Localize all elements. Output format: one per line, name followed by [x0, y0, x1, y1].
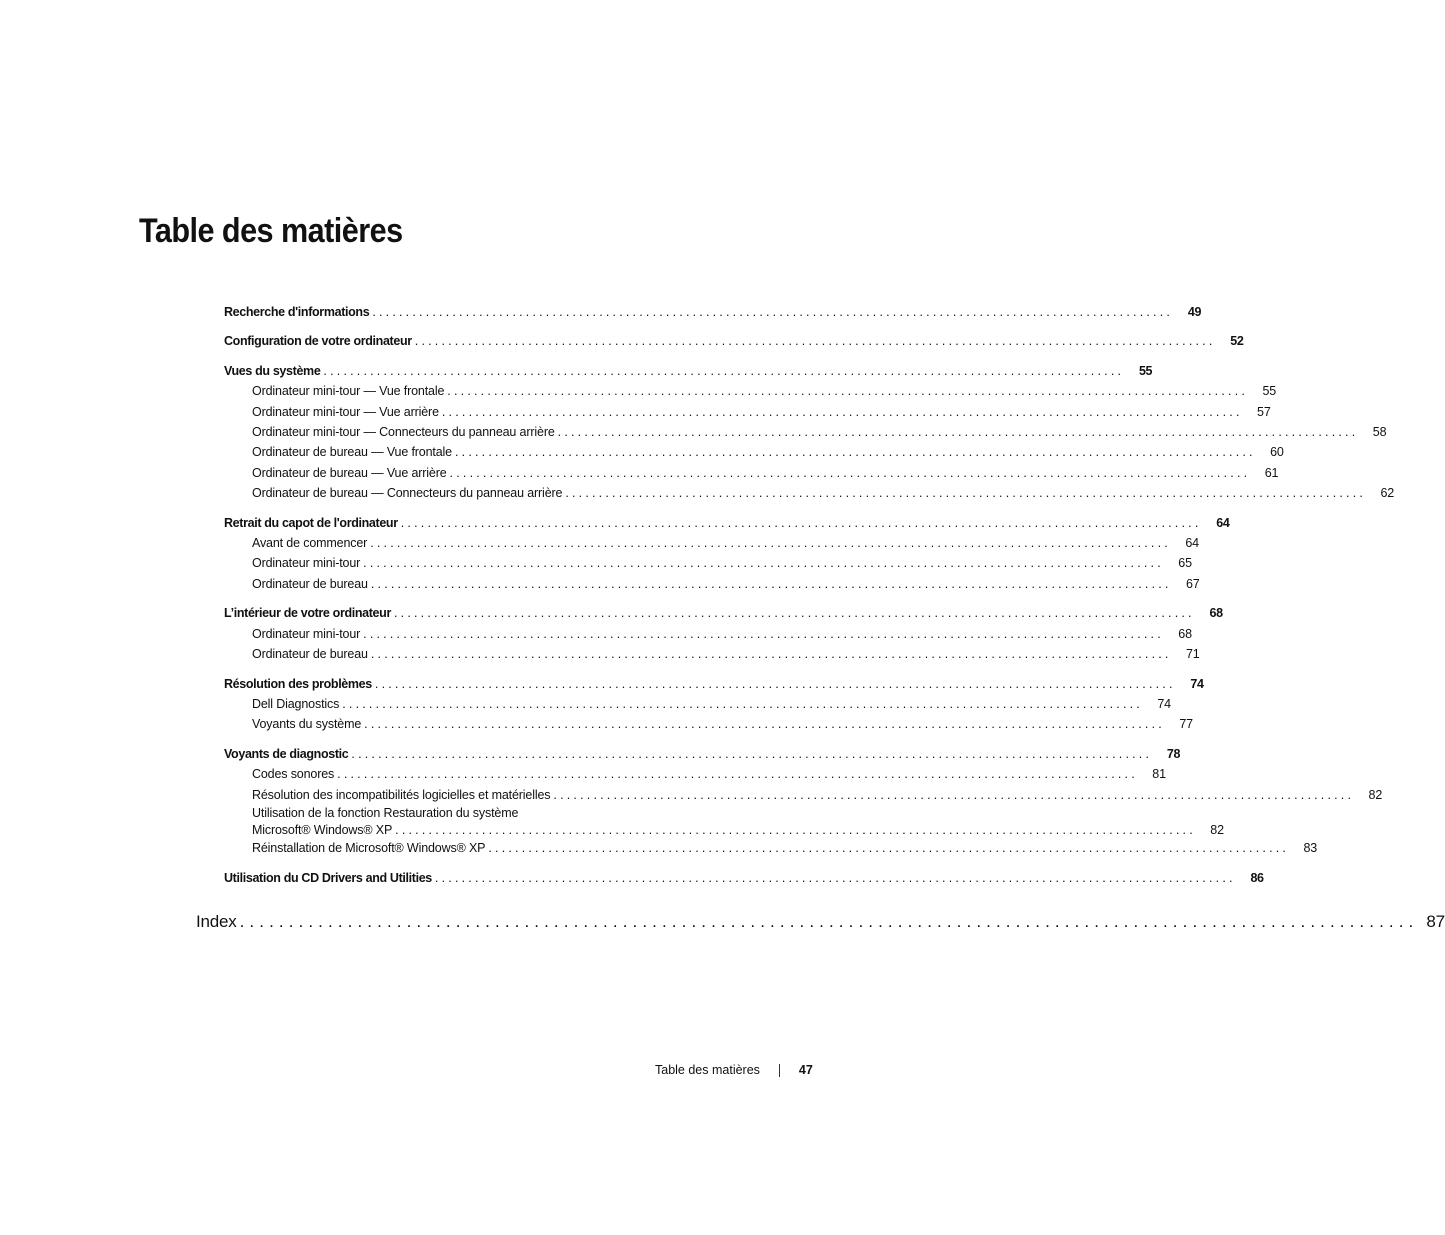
dot-leader: ........................................................................................................................ — [337, 767, 1138, 782]
page-title: Table des matières — [139, 212, 403, 250]
toc-entry[interactable] — [224, 744, 1181, 764]
dot-leader: ........................................................................................................................ — [372, 305, 1174, 319]
toc-entry-page: 83 — [1303, 841, 1318, 856]
toc-subentry[interactable] — [252, 785, 1383, 805]
toc-entry-page: 74 — [1157, 696, 1171, 711]
dot-leader: ........................................................................................................................ — [414, 334, 1216, 349]
table-of-contents — [196, 302, 1445, 934]
toc-entry-label: Dell Diagnostics — [252, 694, 342, 714]
toc-entry-label: Résolution des problèmes — [224, 674, 375, 694]
toc-entry-label: Ordinateur mini-tour — [252, 624, 363, 644]
toc-entry-label: Ordinateur de bureau — [252, 574, 371, 594]
toc-entry[interactable] — [224, 674, 1204, 694]
toc-subentry[interactable] — [252, 764, 1166, 784]
footer-section-title: Table des matières — [655, 1063, 760, 1077]
toc-entry-page: 77 — [1179, 717, 1193, 732]
dot-leader: ........................................................................................................................ — [363, 626, 1164, 641]
dot-leader: ........................................................................................................................ — [342, 696, 1143, 711]
dot-leader: ........................................................................................................................ — [395, 822, 1196, 837]
dot-leader: ........................................................................................................................ — [374, 676, 1176, 691]
toc-entry-page: 78 — [1166, 746, 1181, 761]
dot-leader: ........................................................................................................................ — [557, 425, 1359, 440]
toc-entry-page: 71 — [1185, 647, 1200, 662]
dot-leader: ........................................................................................................................ — [239, 911, 1419, 931]
dot-leader: ........................................................................................................................ — [447, 384, 1249, 399]
toc-entry-label: Ordinateur mini-tour — [252, 553, 363, 573]
toc-entry-page: 55 — [1262, 384, 1277, 399]
dot-leader: ........................................................................................................................ — [370, 536, 1171, 551]
toc-subentry[interactable] — [252, 381, 1277, 401]
toc-entry-page: 52 — [1230, 334, 1244, 349]
toc-entry-label: Ordinateur mini-tour — Vue arrière — [252, 402, 442, 422]
toc-entry[interactable] — [224, 603, 1223, 623]
toc-entry-label: Codes sonores — [252, 764, 337, 784]
dot-leader: ........................................................................................................................ — [454, 445, 1256, 460]
toc-entry-label: Retrait du capot de l'ordinateur — [224, 513, 401, 533]
toc-entry-label-line1: Utilisation de la fonction Restauration du système — [252, 805, 519, 820]
toc-entry-page: 74 — [1190, 676, 1204, 691]
dot-leader: ........................................................................................................................ — [370, 647, 1172, 662]
toc-subentry[interactable] — [252, 553, 1192, 573]
toc-entry[interactable] — [224, 302, 1202, 322]
toc-entry-label: Ordinateur de bureau — Vue frontale — [252, 442, 455, 462]
toc-entry-label: L’intérieur de votre ordinateur — [224, 603, 394, 623]
toc-subentry[interactable] — [252, 533, 1199, 553]
toc-entry-label: Ordinateur de bureau — [252, 644, 371, 664]
toc-index-entry[interactable] — [196, 910, 1445, 934]
dot-leader: ........................................................................................................................ — [553, 787, 1355, 802]
toc-entry-page: 86 — [1250, 870, 1264, 885]
toc-entry-page: 82 — [1210, 822, 1224, 837]
page-footer — [655, 1061, 813, 1079]
toc-subentry[interactable] — [252, 422, 1387, 442]
toc-entry-label: Utilisation du CD Drivers and Utilities — [224, 868, 435, 888]
toc-entry-label: Résolution des incompatibilités logicielles et matérielles — [252, 785, 553, 805]
index-page: 87 — [1426, 911, 1445, 931]
toc-subentry[interactable] — [252, 644, 1200, 664]
dot-leader: ........................................................................................................................ — [565, 486, 1367, 501]
toc-subentry[interactable] — [252, 714, 1193, 734]
toc-entry-page: 81 — [1152, 767, 1166, 782]
toc-entry[interactable] — [224, 361, 1153, 381]
toc-entry-label: Avant de commencer — [252, 533, 370, 553]
toc-entry-page: 67 — [1185, 576, 1200, 591]
toc-entry-label: Voyants du système — [252, 714, 364, 734]
dot-leader: ........................................................................................................................ — [351, 746, 1153, 761]
toc-subentry[interactable] — [252, 624, 1192, 644]
toc-entry[interactable] — [224, 331, 1244, 351]
toc-entry-page: 62 — [1380, 486, 1395, 501]
toc-entry-page: 68 — [1209, 606, 1223, 621]
toc-entry[interactable] — [224, 513, 1230, 533]
toc-entry-label: Ordinateur mini-tour — Connecteurs du panneau arrière — [252, 422, 558, 442]
toc-entry-label: Voyants de diagnostic — [224, 744, 351, 764]
footer-page-number: 47 — [798, 1063, 813, 1077]
toc-entry-page: 60 — [1270, 445, 1284, 460]
toc-subentry[interactable] — [252, 442, 1284, 462]
toc-entry-page: 68 — [1178, 626, 1192, 641]
toc-subentry[interactable] — [252, 838, 1318, 858]
toc-subentry[interactable] — [252, 694, 1171, 714]
toc-entry-page: 58 — [1372, 425, 1387, 440]
toc-entry-label: Réinstallation de Microsoft® Windows® XP — [252, 838, 488, 858]
toc-entry-page: 57 — [1257, 404, 1271, 419]
footer-separator — [779, 1064, 780, 1077]
dot-leader: ........................................................................................................................ — [393, 606, 1195, 621]
toc-subentry[interactable] — [252, 574, 1200, 594]
toc-entry-page: 64 — [1185, 536, 1199, 551]
dot-leader: ........................................................................................................................ — [363, 556, 1164, 571]
toc-entry-label: Microsoft® Windows® XP — [252, 822, 395, 839]
toc-entry-page: 49 — [1187, 305, 1202, 319]
toc-subentry[interactable] — [252, 483, 1395, 503]
toc-subentry[interactable] — [252, 463, 1279, 483]
toc-entry-label: Configuration de votre ordinateur — [224, 331, 415, 351]
toc-entry-label: Ordinateur de bureau — Vue arrière — [252, 463, 450, 483]
toc-entry-page: 64 — [1216, 515, 1230, 530]
dot-leader: ........................................................................................................................ — [323, 363, 1125, 378]
dot-leader: ........................................................................................................................ — [364, 717, 1165, 732]
toc-entry-page: 65 — [1178, 556, 1192, 571]
toc-entry-label: Ordinateur de bureau — Connecteurs du panneau arrière — [252, 483, 565, 503]
dot-leader: ........................................................................................................................ — [488, 841, 1290, 856]
toc-entry-page: 82 — [1368, 787, 1383, 802]
dot-leader: ........................................................................................................................ — [434, 870, 1236, 885]
toc-entry-page: 55 — [1138, 363, 1153, 378]
toc-entry-label: Recherche d'informations — [224, 302, 372, 322]
toc-entry-label: Vues du système — [224, 361, 323, 381]
toc-entry-label: Ordinateur mini-tour — Vue frontale — [252, 381, 447, 401]
dot-leader: ........................................................................................................................ — [441, 404, 1243, 419]
dot-leader: ........................................................................................................................ — [449, 465, 1251, 480]
dot-leader: ........................................................................................................................ — [400, 515, 1202, 530]
toc-subentry[interactable] — [252, 805, 1224, 838]
toc-entry[interactable] — [224, 868, 1264, 888]
dot-leader: ........................................................................................................................ — [370, 576, 1172, 591]
toc-subentry[interactable] — [252, 402, 1271, 422]
toc-entry-page: 61 — [1264, 465, 1279, 480]
index-label: Index — [196, 910, 240, 934]
